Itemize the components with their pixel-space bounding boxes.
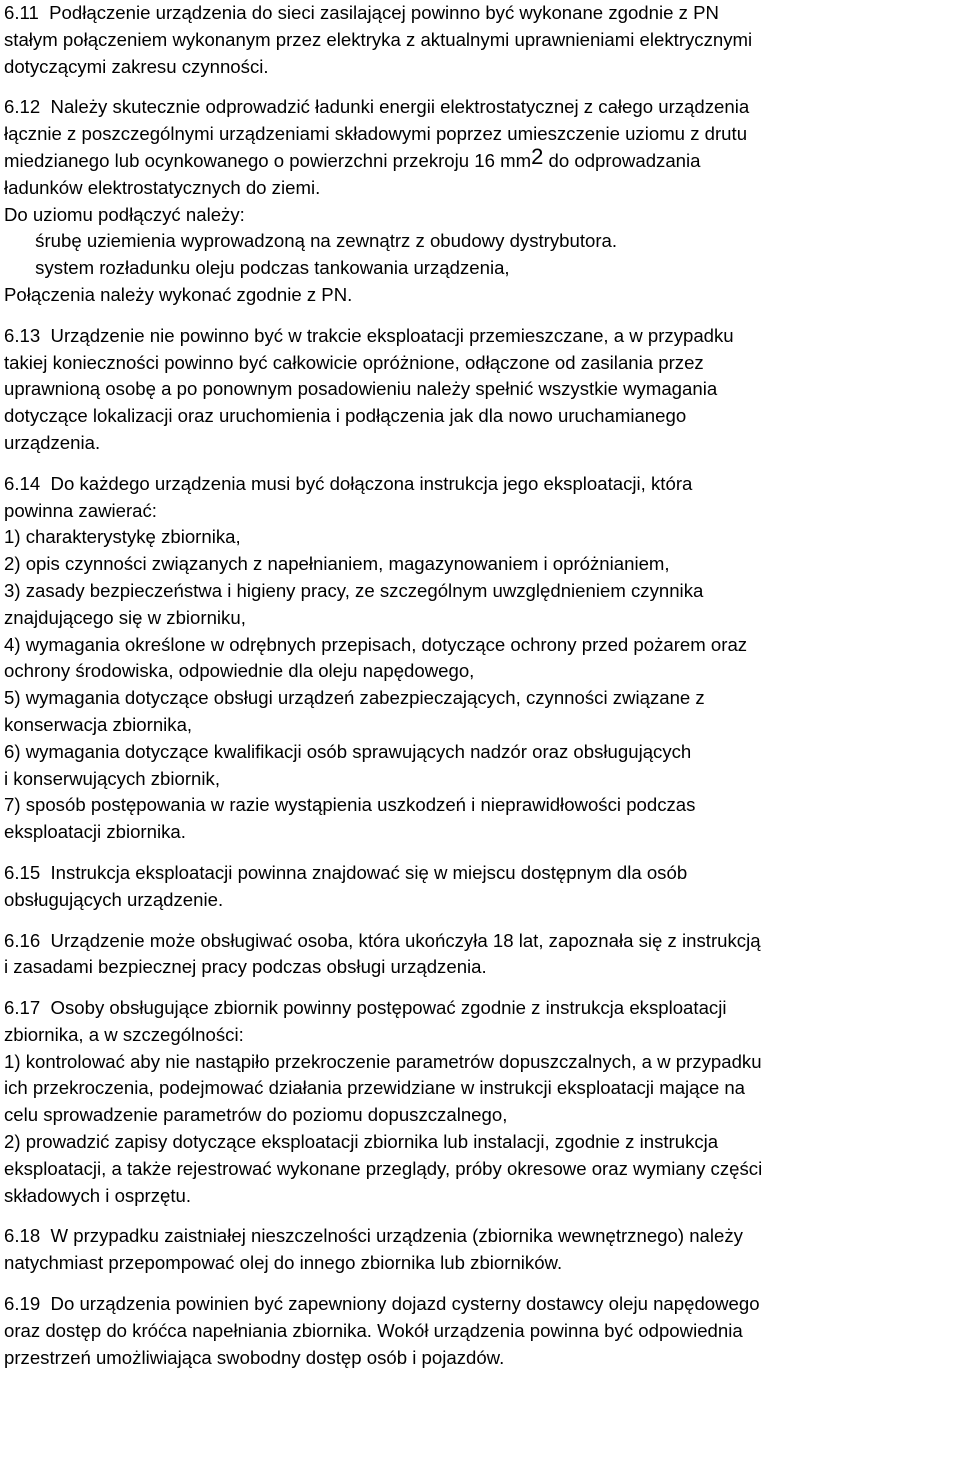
text-line: 6.18 W przypadku zaistniałej nieszczelności urządzenia (zbiornika wewnętrznego) należy bbox=[4, 1225, 743, 1247]
section-6-18 bbox=[4, 1223, 960, 1277]
bullet-text: śrubę uziemienia wyprowadzoną na zewnątrz z obudowy dystrybutora. bbox=[35, 230, 618, 252]
text-line: ładunków elektrostatycznych do ziemi. bbox=[4, 176, 321, 198]
paragraph-gap bbox=[4, 981, 960, 995]
document-page bbox=[4, 0, 960, 1371]
list-item: 7) sposób postępowania w razie wystąpienia uszkodzeń i nieprawidłowości podczas bbox=[4, 794, 696, 816]
text-line: dotyczące lokalizacji oraz uruchomienia i podłączenia jak dla nowo uruchamianego bbox=[4, 405, 687, 427]
text-line: składowych i osprzętu. bbox=[4, 1184, 192, 1206]
text-line: znajdującego się w zbiorniku, bbox=[4, 606, 246, 628]
text-line: i zasadami bezpiecznej pracy podczas obsługi urządzenia. bbox=[4, 956, 487, 978]
text-line: 6.11 Podłączenie urządzenia do sieci zasilającej powinno być wykonane zgodnie z PN bbox=[4, 2, 719, 23]
text-line: łącznie z poszczególnymi urządzeniami składowymi poprzez umieszczenie uziomu z drutu bbox=[4, 123, 748, 145]
text-line: Połączenia należy wykonać zgodnie z PN. bbox=[4, 283, 353, 305]
text-line: 6.13 Urządzenie nie powinno być w trakcie eksploatacji przemieszczane, a w przypadku bbox=[4, 324, 734, 346]
text-line: stałym połączeniem wykonanym przez elektryka z aktualnymi uprawnieniami elektrycznymi bbox=[4, 28, 753, 50]
paragraph-gap bbox=[4, 1277, 960, 1291]
bullet-text: system rozładunku oleju podczas tankowania urządzenia, bbox=[35, 257, 510, 279]
text-line: 6.14 Do każdego urządzenia musi być dołączona instrukcja jego eksploatacji, która bbox=[4, 472, 693, 494]
superscript: 2 bbox=[531, 147, 544, 169]
text-line: 6.16 Urządzenie może obsługiwać osoba, która ukończyła 18 lat, zapoznała się z instrukcją bbox=[4, 929, 761, 951]
text-line: 6.15 Instrukcja eksploatacji powinna znajdować się w miejscu dostępnym dla osób bbox=[4, 861, 688, 883]
list-item: 6) wymagania dotyczące kwalifikacji osób sprawujących nadzór oraz obsługujących bbox=[4, 740, 692, 762]
section-6-11 bbox=[4, 0, 960, 80]
text-line: konserwacja zbiornika, bbox=[4, 713, 193, 735]
text-line: 6.17 Osoby obsługujące zbiornik powinny postępować zgodnie z instrukcja eksploatacji bbox=[4, 997, 727, 1019]
text-line: i konserwujących zbiornik, bbox=[4, 767, 220, 789]
text-line: obsługujących urządzenie. bbox=[4, 888, 224, 910]
text-line: dotyczącymi zakresu czynności. bbox=[4, 55, 269, 77]
text-line: uprawnioną osobę a po ponownym posadowieniu należy spełnić wszystkie wymagania bbox=[4, 378, 718, 400]
text-line: przestrzeń umożliwiająca swobodny dostęp osób i pojazdów. bbox=[4, 1346, 505, 1368]
paragraph-gap bbox=[4, 846, 960, 860]
list-item: 5) wymagania dotyczące obsługi urządzeń zabezpieczających, czynności związane z bbox=[4, 687, 705, 709]
text-line: zbiornika, a w szczególności: bbox=[4, 1023, 244, 1045]
list-item: 1) kontrolować aby nie nastąpiło przekroczenie parametrów dopuszczalnych, a w przypadku bbox=[4, 1050, 762, 1072]
text-line: Do uziomu podłączyć należy: bbox=[4, 203, 245, 225]
section-6-14 bbox=[4, 471, 960, 846]
text-line: eksploatacji zbiornika. bbox=[4, 821, 186, 843]
text-fragment: miedzianego lub ocynkowanego o powierzchni przekroju 16 mm bbox=[4, 149, 532, 171]
text-line: celu sprowadzenie parametrów do poziomu dopuszczalnego, bbox=[4, 1104, 508, 1126]
text-line: takiej konieczności powinno być całkowicie opróżnione, odłączone od zasilania przez bbox=[4, 351, 704, 373]
section-6-16 bbox=[4, 928, 960, 982]
text-line: ochrony środowiska, odpowiednie dla oleju napędowego, bbox=[4, 660, 475, 682]
text-line: 6.12 Należy skutecznie odprowadzić ładunki energii elektrostatycznej z całego urządzenia bbox=[4, 96, 750, 118]
text-line-with-superscript bbox=[4, 148, 960, 175]
list-item: 4) wymagania określone w odrębnych przepisach, dotyczące ochrony przed pożarem oraz bbox=[4, 633, 748, 655]
paragraph-gap bbox=[4, 80, 960, 94]
paragraph-gap bbox=[4, 457, 960, 471]
section-6-13 bbox=[4, 323, 960, 457]
section-6-15 bbox=[4, 860, 960, 914]
text-line: oraz dostęp do króćca napełniania zbiornika. Wokół urządzenia powinna być odpowiednia bbox=[4, 1319, 743, 1341]
section-6-12 bbox=[4, 94, 960, 308]
list-item: 1) charakterystykę zbiornika, bbox=[4, 526, 241, 548]
text-fragment: do odprowadzania bbox=[543, 149, 701, 171]
text-line: eksploatacji, a także rejestrować wykonane przeglądy, próby okresowe oraz wymiany części bbox=[4, 1157, 763, 1179]
section-6-19 bbox=[4, 1291, 960, 1371]
paragraph-gap bbox=[4, 309, 960, 323]
text-line: natychmiast przepompować olej do innego zbiornika lub zbiorników. bbox=[4, 1252, 563, 1274]
text-line: powinna zawierać: bbox=[4, 499, 157, 521]
paragraph-gap bbox=[4, 1209, 960, 1223]
section-6-17 bbox=[4, 995, 960, 1209]
text-line: ich przekroczenia, podejmować działania przewidziane w instrukcji eksploatacji mające na bbox=[4, 1077, 746, 1099]
text-line: urządzenia. bbox=[4, 431, 101, 453]
bullet-item bbox=[4, 228, 960, 255]
text-line: 6.19 Do urządzenia powinien być zapewniony dojazd cysterny dostawcy oleju napędowego bbox=[4, 1293, 760, 1315]
bullet-item bbox=[4, 255, 960, 282]
paragraph-gap bbox=[4, 914, 960, 928]
list-item: 2) prowadzić zapisy dotyczące eksploatacji zbiornika lub instalacji, zgodnie z instrukcja bbox=[4, 1131, 719, 1153]
list-item: 3) zasady bezpieczeństwa i higieny pracy, ze szczególnym uwzględnieniem czynnika bbox=[4, 579, 704, 601]
list-item: 2) opis czynności związanych z napełnianiem, magazynowaniem i opróżnianiem, bbox=[4, 553, 670, 575]
